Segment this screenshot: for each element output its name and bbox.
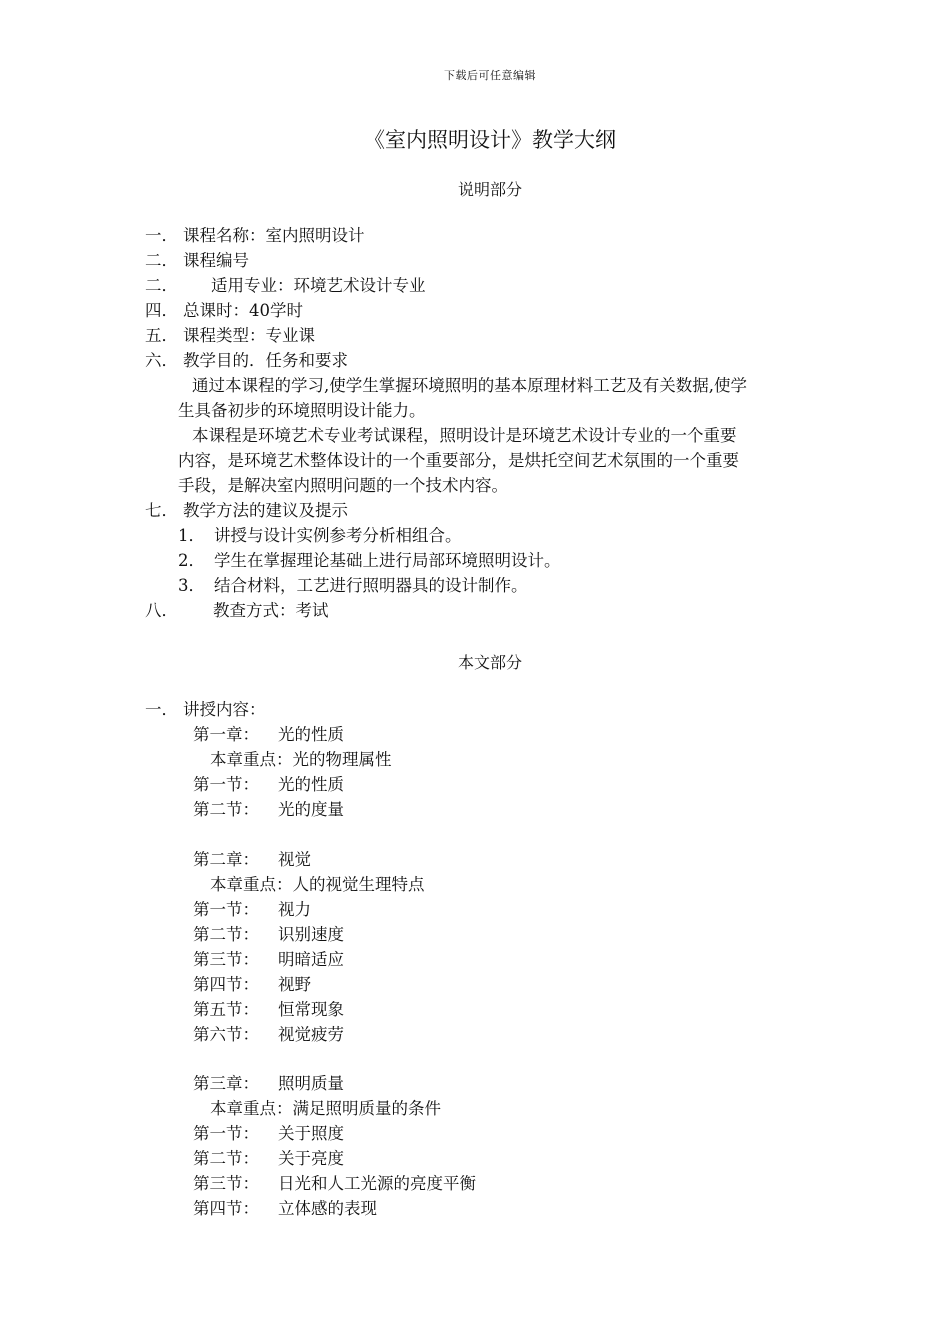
section-name: 光的性质 (278, 775, 344, 794)
item-course-type (145, 324, 315, 348)
section-item (193, 923, 344, 947)
chapter-title (193, 848, 311, 872)
chapter-label: 第一章： (193, 725, 259, 744)
method-item (178, 574, 528, 598)
item-text: 总课时：40学时 (183, 301, 303, 320)
paragraph-line: 生具备初步的环境照明设计能力。 (178, 401, 426, 420)
item-marker: 二． (145, 251, 178, 270)
section-item (193, 1197, 377, 1221)
explanation-heading: 说明部分 (457, 180, 522, 199)
section-name: 视野 (278, 975, 311, 994)
item-text: 课程类型：专业课 (183, 326, 315, 345)
item-major (145, 274, 426, 298)
section-name: 视力 (278, 900, 311, 919)
section-name: 识别速度 (278, 925, 344, 944)
item-marker: 七． (145, 501, 178, 520)
body-heading: 本文部分 (457, 653, 522, 672)
item-teaching-goals (145, 349, 348, 373)
section-label: 第一节： (193, 900, 259, 919)
chapter-name: 视觉 (278, 850, 311, 869)
section-name: 关于亮度 (278, 1149, 344, 1168)
section-item (193, 898, 311, 922)
item-text: 课程名称：室内照明设计 (183, 226, 365, 245)
method-item (178, 549, 561, 573)
section-label: 第四节： (193, 1199, 259, 1218)
section-label: 第四节： (193, 975, 259, 994)
section-item (193, 973, 311, 997)
section-item (193, 1122, 344, 1146)
method-number: 1． (178, 526, 205, 545)
item-course-code (145, 249, 249, 273)
method-text: 结合材料，工艺进行照明器具的设计制作。 (214, 576, 528, 595)
section-label: 第五节： (193, 1000, 259, 1019)
item-text: 教查方式：考试 (213, 601, 329, 620)
section-item (193, 773, 344, 797)
item-assessment (145, 599, 329, 623)
item-text: 适用专业：环境艺术设计专业 (211, 276, 426, 295)
section-name: 立体感的表现 (278, 1199, 377, 1218)
section-label: 第三节： (193, 1174, 259, 1193)
header-note: 下载后可任意编辑 (444, 69, 536, 82)
chapter-title (193, 1072, 344, 1096)
section-item (193, 1147, 344, 1171)
section-label: 第三节： (193, 950, 259, 969)
chapter-title (193, 723, 344, 747)
chapter-focus: 本章重点：人的视觉生理特点 (210, 875, 425, 894)
item-text: 教学目的．任务和要求 (183, 351, 348, 370)
section-label: 第二节： (193, 1149, 259, 1168)
item-marker: 一． (145, 700, 178, 719)
chapter-focus: 本章重点：光的物理属性 (210, 750, 392, 769)
section-name: 明暗适应 (278, 950, 344, 969)
section-name: 光的度量 (278, 800, 344, 819)
section-label: 第六节： (193, 1025, 259, 1044)
section-name: 关于照度 (278, 1124, 344, 1143)
section-label: 第二节： (193, 925, 259, 944)
paragraph-line: 本课程是环境艺术专业考试课程，照明设计是环境艺术设计专业的一个重要 (192, 426, 737, 445)
item-marker: 一． (145, 226, 178, 245)
method-number: 2． (178, 551, 205, 570)
document-title: 《室内照明设计》教学大纲 (364, 128, 616, 152)
item-text: 教学方法的建议及提示 (183, 501, 348, 520)
item-marker: 五． (145, 326, 178, 345)
section-item (193, 998, 344, 1022)
chapter-label: 第三章： (193, 1074, 259, 1093)
section-item (193, 948, 344, 972)
item-hours (145, 299, 303, 323)
section-name: 视觉疲劳 (278, 1025, 344, 1044)
section-name: 恒常现象 (278, 1000, 344, 1019)
item-teaching-methods (145, 499, 348, 523)
chapter-name: 光的性质 (278, 725, 344, 744)
section-label: 第一节： (193, 775, 259, 794)
lecture-content-heading (145, 698, 266, 722)
method-item (178, 524, 462, 548)
method-text: 讲授与设计实例参考分析相组合。 (214, 526, 462, 545)
paragraph-line: 通过本课程的学习,使学生掌握环境照明的基本原理材料工艺及有关数据,使学 (192, 376, 747, 395)
item-marker: 四． (145, 301, 178, 320)
chapter-focus: 本章重点：满足照明质量的条件 (210, 1099, 441, 1118)
method-text: 学生在掌握理论基础上进行局部环境照明设计。 (214, 551, 561, 570)
section-item (193, 1023, 344, 1047)
item-text: 讲授内容： (183, 700, 266, 719)
section-label: 第二节： (193, 800, 259, 819)
method-number: 3． (178, 576, 205, 595)
section-item (193, 798, 344, 822)
item-course-name (145, 224, 365, 248)
item-text: 课程编号 (183, 251, 249, 270)
item-marker: 八． (145, 601, 178, 620)
item-marker: 二． (145, 276, 178, 295)
section-name: 日光和人工光源的亮度平衡 (278, 1174, 476, 1193)
paragraph-line: 内容，是环境艺术整体设计的一个重要部分，是烘托空间艺术氛围的一个重要 (178, 451, 739, 470)
item-marker: 六． (145, 351, 178, 370)
chapter-label: 第二章： (193, 850, 259, 869)
chapter-name: 照明质量 (278, 1074, 344, 1093)
section-item (193, 1172, 476, 1196)
paragraph-line: 手段，是解决室内照明问题的一个技术内容。 (178, 476, 508, 495)
section-label: 第一节： (193, 1124, 259, 1143)
